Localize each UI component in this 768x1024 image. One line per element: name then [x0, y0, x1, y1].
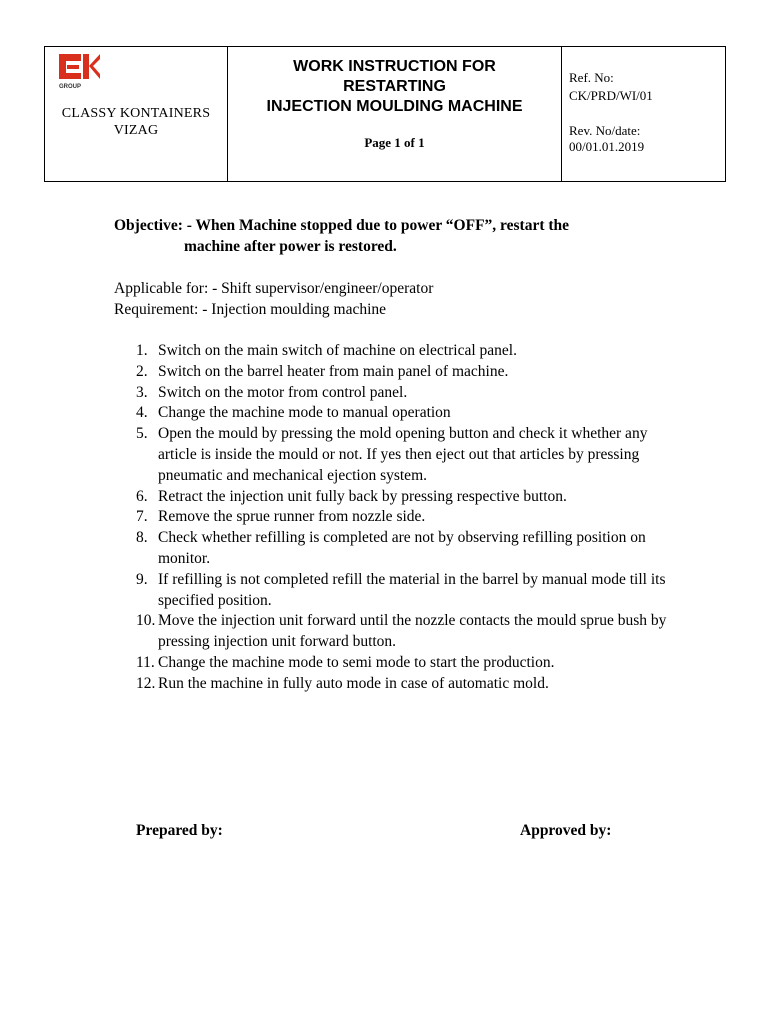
- instruction-step: [136, 528, 676, 570]
- step-number: 7.: [136, 508, 148, 526]
- step-number: 5.: [136, 425, 148, 443]
- header-table: [44, 46, 726, 182]
- step-text: Move the injection unit forward until the nozzle contacts the mould sprue bush by pressing injection unit forward button.: [158, 612, 667, 651]
- ref-value: CK/PRD/WI/01: [569, 88, 653, 103]
- step-text: Run the machine in fully auto mode in case of automatic mold.: [158, 674, 549, 692]
- objective-line1: Objective: - When Machine stopped due to power “OFF”, restart the: [114, 217, 570, 234]
- step-number: 11.: [136, 653, 155, 671]
- step-text: Remove the sprue runner from nozzle side.: [158, 508, 426, 526]
- logo-caption: GROUP: [59, 84, 82, 90]
- applicable-for: Applicable for: - Shift supervisor/engineer/operator: [114, 280, 434, 297]
- step-number: 12.: [136, 674, 156, 692]
- page-indicator: Page 1 of 1: [364, 135, 425, 150]
- document-title: [228, 57, 561, 117]
- company-cell: [45, 47, 228, 182]
- instruction-step: [136, 611, 676, 653]
- reference-cell: [562, 47, 726, 182]
- rev-label: Rev. No/date:: [569, 123, 641, 138]
- step-number: 4.: [136, 404, 148, 422]
- instruction-step: [136, 507, 676, 528]
- step-text: If refilling is not completed refill the material in the barrel by manual mode till its specified position.: [158, 570, 666, 609]
- approved-by-label: Approved by:: [520, 822, 612, 839]
- title-line1: WORK INSTRUCTION FOR: [293, 58, 496, 75]
- revision-info: [569, 123, 644, 155]
- step-text: Check whether refilling is completed are not by observing refilling position on monitor.: [158, 529, 646, 567]
- instruction-step: [136, 341, 676, 362]
- step-number: 6.: [136, 487, 148, 505]
- step-text: Retract the injection unit fully back by pressing respective button.: [158, 487, 567, 505]
- rev-value: 00/01.01.2019: [569, 139, 645, 154]
- reference-number: [569, 69, 653, 105]
- ref-label: Ref. No:: [569, 70, 614, 85]
- instruction-step: [136, 653, 676, 674]
- title-line3: INJECTION MOULDING MACHINE: [266, 98, 523, 115]
- prepared-by-label: Prepared by:: [136, 822, 223, 839]
- company-name-line2: VIZAG: [113, 123, 159, 138]
- step-number: 3.: [136, 383, 148, 401]
- requirement: Requirement: - Injection moulding machine: [114, 301, 387, 318]
- instruction-step: [136, 383, 676, 404]
- step-text: Change the machine mode to semi mode to start the production.: [158, 653, 555, 671]
- instruction-steps: [136, 341, 676, 695]
- instruction-step: [136, 403, 676, 424]
- step-number: 1.: [136, 342, 148, 359]
- title-cell: [228, 47, 562, 182]
- instruction-step: [136, 570, 676, 612]
- instruction-step: [136, 424, 676, 486]
- step-text: Switch on the motor from control panel.: [158, 383, 408, 401]
- instruction-step: [136, 487, 676, 508]
- step-text: Open the mould by pressing the mold opening button and check it whether any article is inside the mould or not. If yes then eject out that articles by pressing pneumatic and mechanical ejection system.: [158, 425, 648, 484]
- objective-line2: machine after power is restored.: [184, 238, 397, 255]
- company-logo-icon: [58, 53, 102, 91]
- title-line2: RESTARTING: [343, 78, 446, 95]
- step-number: 10.: [136, 612, 156, 630]
- step-number: 8.: [136, 529, 148, 547]
- objective: [114, 215, 674, 257]
- instruction-step: [136, 674, 676, 695]
- step-number: 2.: [136, 362, 148, 380]
- company-name: [45, 105, 227, 139]
- step-text: Switch on the main switch of machine on electrical panel.: [158, 342, 517, 359]
- step-number: 9.: [136, 570, 148, 588]
- company-name-line1: CLASSY KONTAINERS: [61, 106, 211, 121]
- step-text: Switch on the barrel heater from main panel of machine.: [158, 362, 509, 380]
- instruction-step: [136, 362, 676, 383]
- step-text: Change the machine mode to manual operation: [158, 404, 451, 422]
